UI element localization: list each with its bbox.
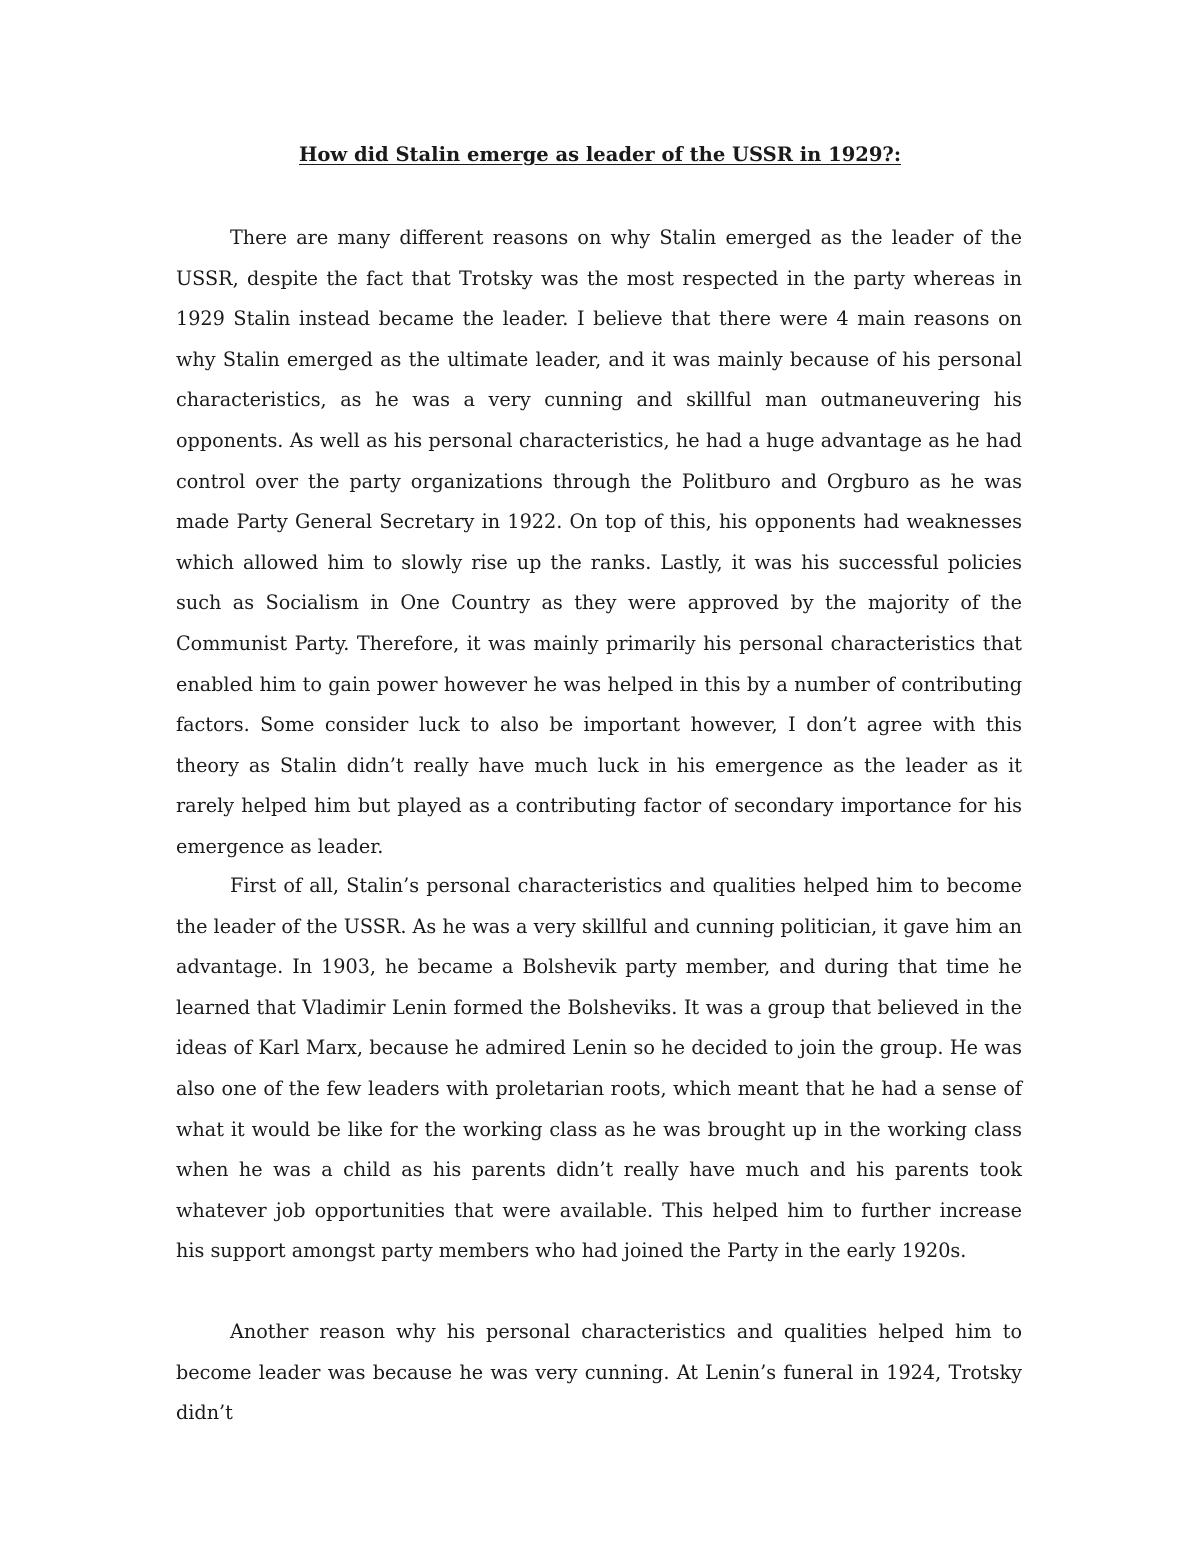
paragraph-personal-characteristics: First of all, Stalin’s personal characteristics and qualities helped him to become the leader of the USSR. As he was a very skillful and cunning politician, it gave him an advantage. In 1903, he became a Bolshevik party member, and during that time he learned that Vladimir Lenin formed the Bolsheviks. It was a group that believed in the ideas of Karl Marx, because he admired Lenin so he decided to join the group. He was also one of the few leaders with proletarian roots, which meant that he had a sense of what it would be like for the working class as he was brought up in the working class when he was a child as his parents didn’t really have much and his parents took whatever job opportunities that were available. This helped him to further increase his support amongst party members who had joined the Party in the early 1920s. bbox=[176, 874, 1022, 1263]
paragraph-cunning: Another reason why his personal characteristics and qualities helped him to become leader was because he was very cunning. At Lenin’s funeral in 1924, Trotsky didn’t bbox=[176, 1320, 1022, 1425]
document-title: How did Stalin emerge as leader of the USSR in 1929?: bbox=[298, 143, 902, 166]
paragraph-introduction: There are many different reasons on why Stalin emerged as the leader of the USSR, despite the fact that Trotsky was the most respected in the party whereas in 1929 Stalin instead became the leader. I believe that there were 4 main reasons on why Stalin emerged as the ultimate leader, and it was mainly because of his personal characteristics, as he was a very cunning and skillful man outmaneuvering his opponents. As well as his personal characteristics, he had a huge advantage as he had control over the party organizations through the Politburo and Orgburo as he was made Party General Secretary in 1922. On top of this, his opponents had weaknesses which allowed him to slowly rise up the ranks. Lastly, it was his successful policies such as Socialism in One Country as they were approved by the majority of the Communist Party. Therefore, it was mainly primarily his personal characteristics that enabled him to gain power however he was helped in this by a number of contributing factors. Some consider luck to also be important however, I don’t agree with this theory as Stalin didn’t really have much luck in his emergence as the leader as it rarely helped him but played as a contributing factor of secondary importance for his emergence as leader. bbox=[176, 226, 1022, 858]
